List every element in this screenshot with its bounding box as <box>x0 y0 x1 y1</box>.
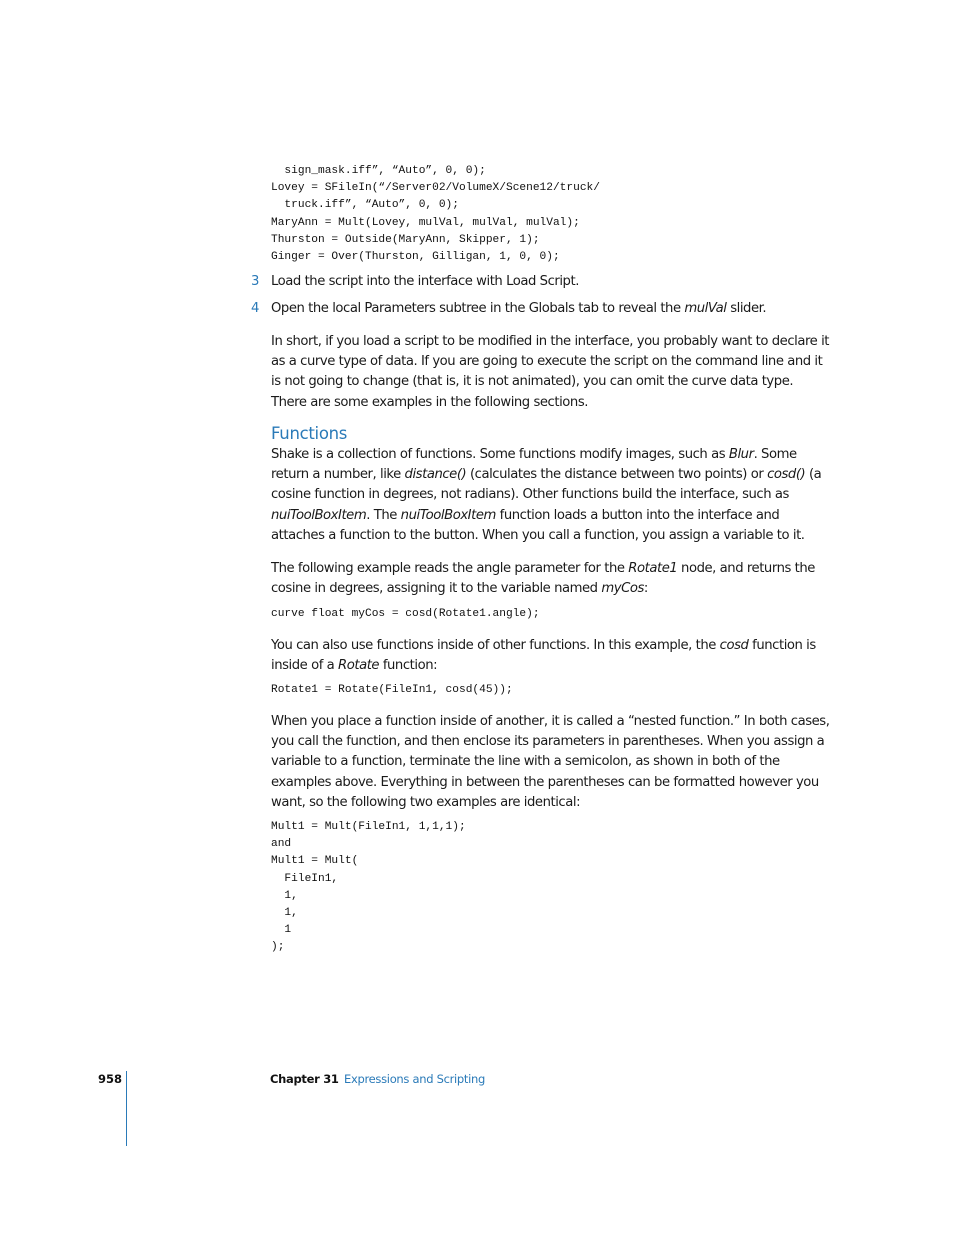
chapter-title-link[interactable]: Expressions and Scripting <box>344 1072 486 1086</box>
code-block-mycos: curve float myCos = cosd(Rotate1.angle); <box>271 608 540 620</box>
step-number-3: 3 <box>251 274 260 289</box>
page-number: 958 <box>98 1072 123 1086</box>
step-text-3: Load the script into the interface with Load Script. <box>271 274 579 289</box>
step-text-4: Open the local Parameters subtree in the Globals tab to reveal the mulVal slider. <box>271 301 767 316</box>
chapter-label: Chapter 31 <box>270 1072 339 1086</box>
paragraph-curve-type: In short, if you load a script to be modified in the interface, you probably want to declare it as a curve type of data. If you are going to execute the script on the command line and it is not going to change (that is, it is not animated), you can omit the curve data type. There are some examples in the following sections. <box>271 334 830 410</box>
paragraph-functions-intro: Shake is a collection of functions. Some functions modify images, such as Blur. Some return a number, like distance() (calculates the distance between two points) or cosd() (a cosine function in degrees, not radians). Other functions build the interface, such as nuiToolBoxItem. The nuiToolBoxItem function loads a button into the interface and attaches a function to the button. When you call a function, you assign a variable to it. <box>271 447 822 543</box>
code-block-mult: Mult1 = Mult(FileIn1, 1,1,1); and Mult1 = Mult( FileIn1, 1, 1, 1 ); <box>271 821 466 954</box>
paragraph-rotate-example: The following example reads the angle parameter for the Rotate1 node, and returns the cosine in degrees, assigning it to the variable named myCos: <box>271 561 815 597</box>
section-heading-functions: Functions <box>271 424 348 443</box>
italic-term: mulVal <box>684 301 727 316</box>
code-block-script: sign_mask.iff”, “Auto”, 0, 0); Lovey = SFileIn(“/Server02/VolumeX/Scene12/truck/ truck.iff”, “Auto”, 0, 0); MaryAnn = Mult(Lovey, mulVal, mulVal, mulVal); Thurston = Outside(MaryAnn, Skipper, 1); Ginger = Over(Thurston, Gilligan, 1, 0, 0); <box>271 165 600 264</box>
code-block-rotate: Rotate1 = Rotate(FileIn1, cosd(45)); <box>271 684 513 696</box>
paragraph-nested-intro: You can also use functions inside of other functions. In this example, the cosd function is inside of a Rotate function: <box>271 638 816 674</box>
footer-rule <box>126 1071 127 1146</box>
paragraph-nested-function: When you place a function inside of another, it is called a “nested function.” In both cases, you call the function, and then enclose its parameters in parentheses. When you assign a variable to a function, terminate the line with a semicolon, as shown in both of the examples above. Everything in between the parentheses can be formatted however you want, so the following two examples are identical: <box>271 714 830 810</box>
step-number-4: 4 <box>251 301 260 316</box>
